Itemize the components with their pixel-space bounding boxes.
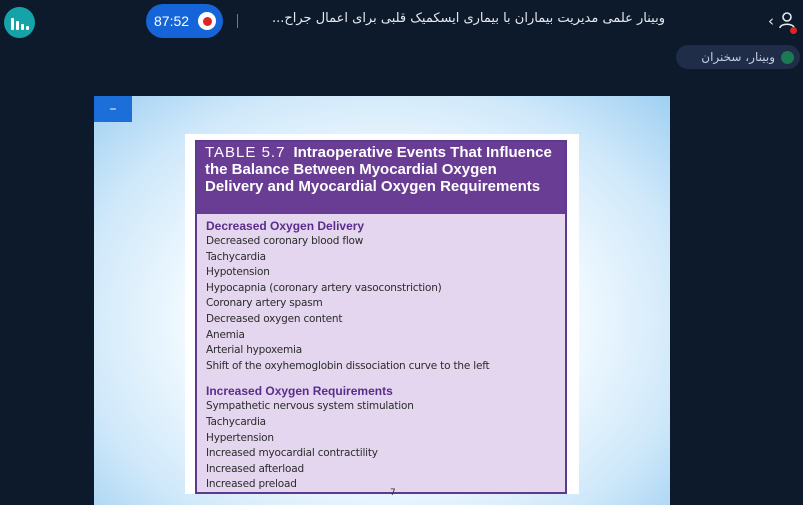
page-mark: 7 [390,488,396,498]
chevron-left-icon: ‹ [768,12,774,30]
user-menu[interactable] [766,10,798,36]
live-status-icon [781,51,794,64]
medical-table [195,140,567,494]
list-item: Increased preload [206,478,297,491]
list-item: Coronary artery spasm [206,297,323,310]
record-icon[interactable] [198,12,216,30]
divider [237,14,238,28]
list-item: Arterial hypoxemia [206,344,302,357]
webinar-title: وبینار علمی مدیریت بیماران با بیماری ایسکمیک قلبی برای اعمال جراح... [271,11,665,26]
table-number: TABLE 5.7 [205,144,286,161]
minimize-button[interactable]: – [94,96,132,122]
recording-timer[interactable] [146,4,223,38]
section-heading: Decreased Oxygen Delivery [206,219,365,233]
speaker-chip[interactable] [676,45,800,69]
list-item: Increased myocardial contractility [206,447,378,460]
table-body [197,214,565,493]
section-heading: Increased Oxygen Requirements [206,384,393,399]
list-item: Anemia [206,328,245,341]
list-item: Hypotension [206,266,270,279]
speaker-label: وبینار، سخنران [701,50,775,64]
list-item: Tachycardia [206,415,266,428]
presentation-stage [94,96,670,505]
timer-text: 87:52 [154,13,190,29]
top-bar [0,0,803,44]
list-item: Hypertension [206,431,274,444]
list-item: Tachycardia [206,250,266,263]
table-title: Intraoperative Events That Influence the Balance Between Myocardial Oxygen Delivery and Myocardial Oxygen Requirements [205,144,552,195]
list-item: Increased afterload [206,462,304,475]
slide-page [185,134,579,494]
audio-bars-icon[interactable] [4,7,35,38]
notification-dot [790,27,797,34]
table-header [197,142,565,214]
list-item: Hypocapnia (coronary artery vasoconstriction) [206,281,442,294]
list-item: Sympathetic nervous system stimulation [206,400,414,413]
list-item: Shift of the oxyhemoglobin dissociation curve to the left [206,359,490,372]
list-item: Decreased coronary blood flow [206,235,364,247]
list-item: Decreased oxygen content [206,312,343,325]
